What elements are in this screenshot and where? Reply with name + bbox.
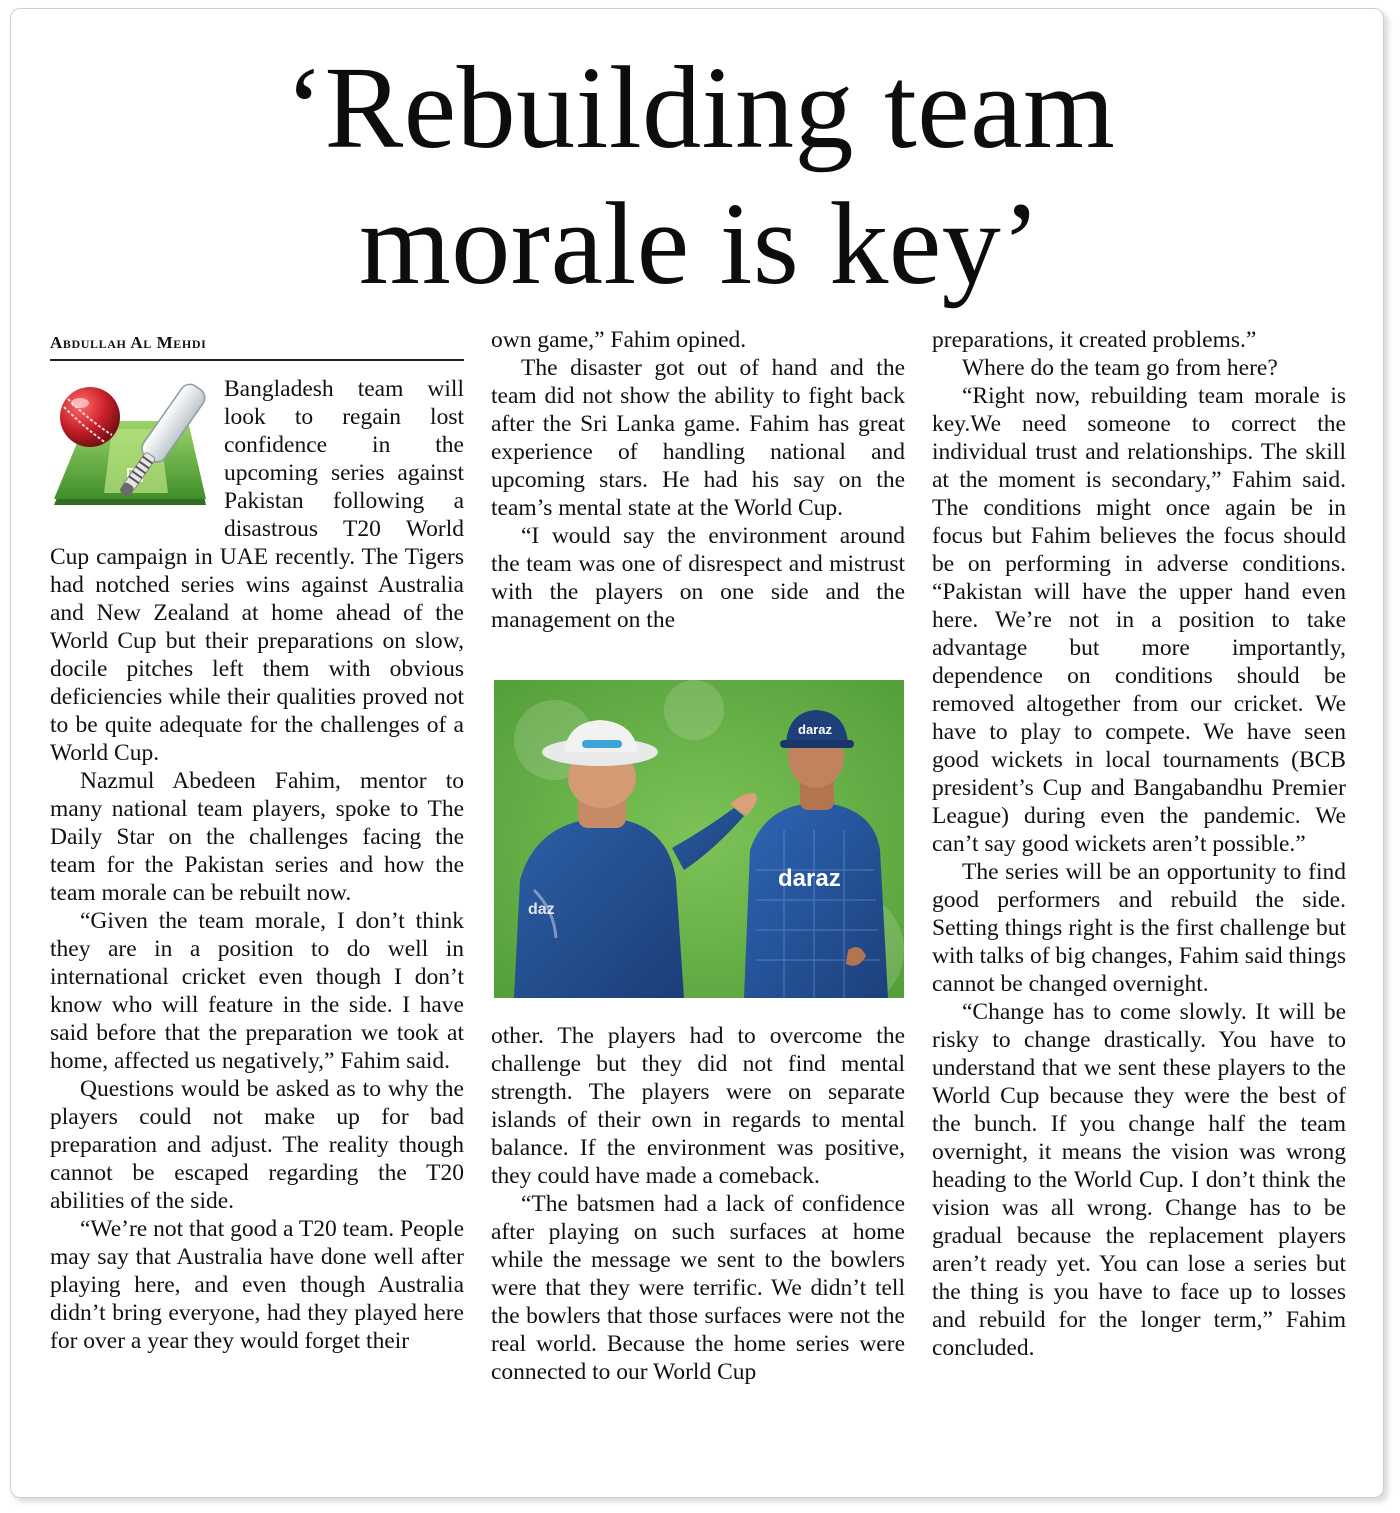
paragraph: other. The players had to overcome the challenge but they did not find mental strength. The players were on separate islands of their own in regards to mental balance. If the environment was positive, they could have made a comeback. [491,1023,905,1189]
paragraph: The disaster got out of hand and the team did not show the ability to fight back after the Sri Lanka game. Fahim has great experience of handling national and upcoming stars. He had his say on the team’s mental state at the World Cup. [491,355,905,521]
jersey-logo: daraz [778,865,841,892]
paragraph: “The batsmen had a lack of confidence after playing on such surfaces at home while the message we sent to the bowlers were that they were terrific. We didn’t tell the bowlers that those surfaces were not the real world. Because the home series were connected to our World Cup [491,1191,905,1385]
headline-line-1: ‘Rebuilding team [284,42,1116,173]
paragraph: “Given the team morale, I don’t think they are in a position to do well in international cricket even though I don’t know who will feature in the side. I have said before that the preparation we took at home, affected us negatively,” Fahim said. [50,908,464,1074]
news-photo [494,680,904,998]
cricket-ball-bat-stumps-icon [50,377,210,527]
paragraph: “I would say the environment around the team was one of disrespect and mistrust with the players on one side and the management on the [491,523,905,633]
paragraph: The series will be an opportunity to find good performers and rebuild the side. Setting things right is the first challenge but with talks of big changes, Fahim said things cannot be changed overnight. [932,859,1346,997]
paragraph: Nazmul Abedeen Fahim, mentor to many national team players, spoke to The Daily Star on the challenges facing the team for the Pakistan series and how the team morale can be rebuilt now. [50,768,464,906]
paragraph: “We’re not that good a T20 team. People may say that Australia have done well after playing here, and even though Australia didn’t bring everyone, had they played here for over a year they would forget their [50,1216,464,1354]
paragraph: own game,” Fahim opined. [491,327,747,353]
cap-logo: daraz [798,722,832,737]
article-column-2 [491,326,905,1386]
paragraph: Questions would be asked as to why the players could not make up for bad preparation and adjust. The reality though cannot be escaped regarding the T20 abilities of the side. [50,1076,464,1214]
article-column-1 [50,326,464,1355]
byline: Abdullah Al Mehdi [50,326,464,361]
paragraph: “Right now, rebuilding team morale is key.We need someone to correct the individual trust and relationships. The skill at the moment is secondary,” Fahim said. The conditions might once again be in focus but Fahim believes the focus should be on performing in adverse conditions. “Pakistan will have the upper hand even here. We’re not in a position to take advantage but more importantly, dependence on conditions should be removed altogether from our cricket. We have to play to compete. We have seen good wickets in local tournaments (BCB president’s Cup and Bangabandhu Premier League) during even the pandemic. We can’t say good wickets aren’t possible.” [932,383,1346,857]
cricket-icon [50,377,210,527]
photo-coach-and-player [494,680,904,998]
headline [0,40,1400,312]
paragraph: Bangladesh team will look to regain lost confidence in the upcoming series against Pakistan following a disastrous T20 World Cup campaign in UAE recently. The Tigers had notched series wins against Australia and New Zealand at home ahead of the World Cup but their preparations on slow, docile pitches left them with obvious deficiencies while their qualities proved not to be quite adequate for the challenges of a World Cup. [50,376,464,766]
headline-line-2: morale is key’ [359,178,1041,309]
paragraph: “Change has to come slowly. It will be risky to change drastically. You have to understand that we sent these players to the World Cup because they were the best of the bunch. If you change half the team overnight, it means the vision was wrong heading to the World Cup. I don’t think the vision was all wrong. Change has to be gradual because the replacement players aren’t ready yet. You can lose a series but the thing is you have to face up to losses and rebuild for the longer term,” Fahim concluded. [932,999,1346,1361]
article-column-3 [932,326,1346,1362]
paragraph: preparations, it created problems.” [932,327,1257,353]
paragraph: Where do the team go from here? [962,355,1278,381]
svg-text:daz: daz [528,901,555,918]
